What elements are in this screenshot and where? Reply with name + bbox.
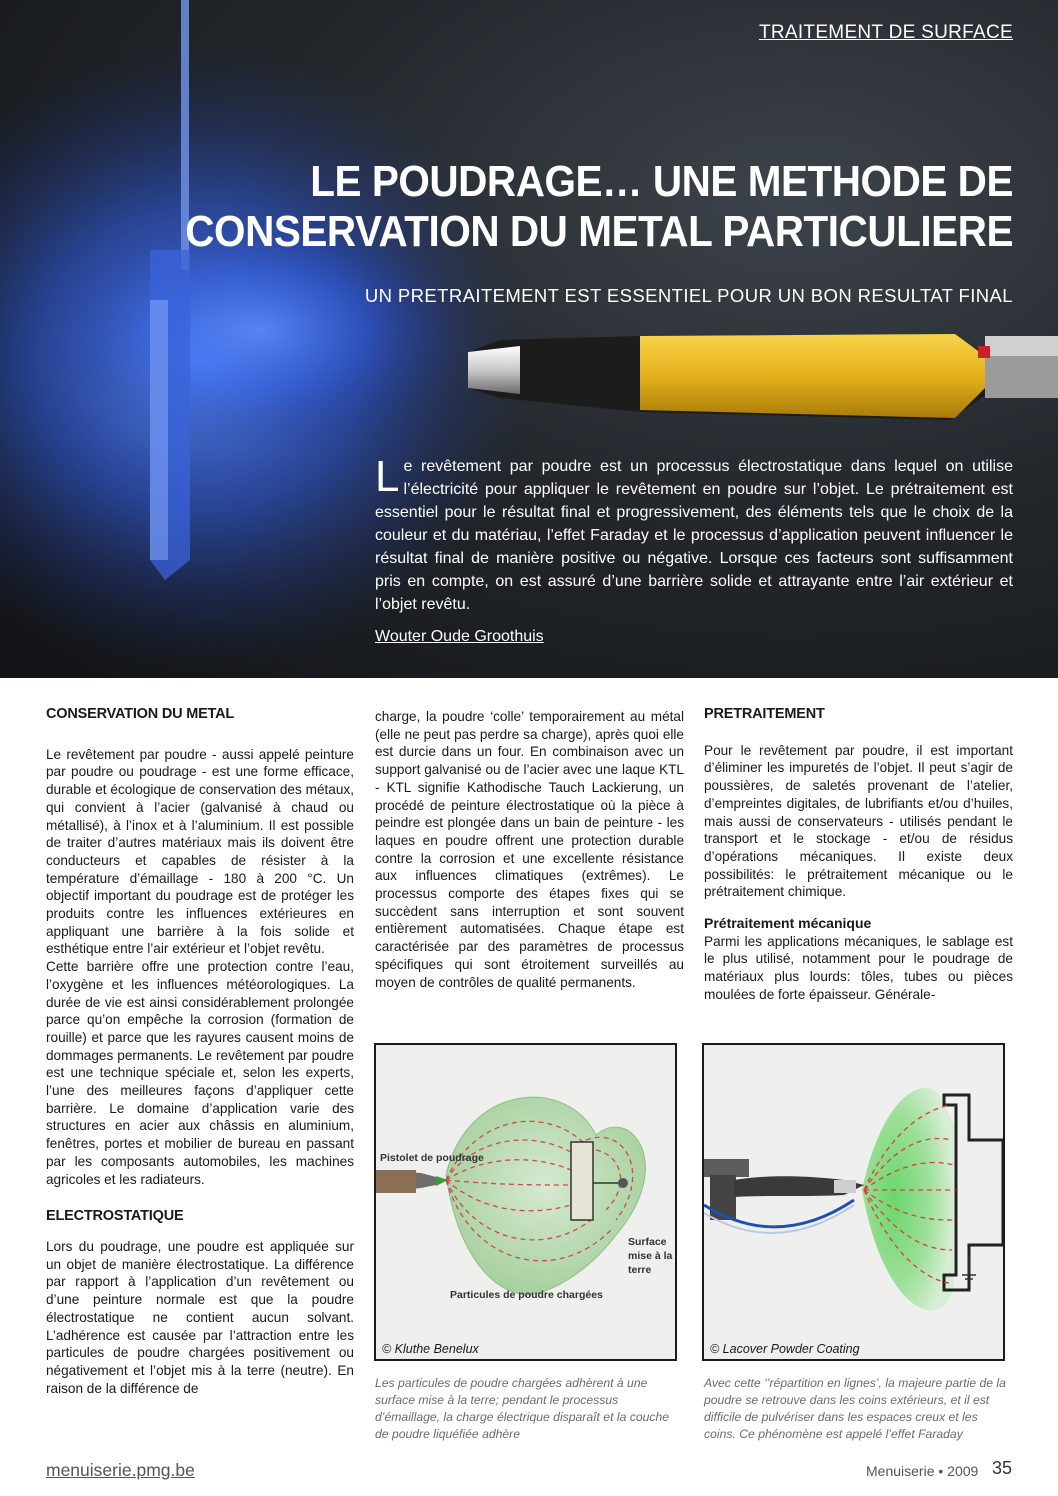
paragraph: Le revêtement par poudre - aussi appelé peinture par poudre ou poudrage - est une forme efficace, durable et écologique de conservation des métaux, qui convient à l’acier (galvanisé à chaud ou métallisé), à l’inox et à l’aluminium. Il est possible de traiter d’autres matériaux mais ils doivent être conducteurs et capables de résister à la température d’émaillage - 180 à 200 °C. Un objectif important du poudrage est de protéger les produits contre les influences extérieures en appliquant une barrière à la fois solide et esthétique entre l’air extérieur et l’objet revêtu.	[46, 746, 354, 957]
figure-caption: Les particules de poudre chargées adhèrent à une surface mise à la terre; pendant le processus d’émaillage, la charge électrique disparaît et la couche de poudre liquéfiée adhère	[375, 1376, 670, 1441]
page-number: 35	[992, 1458, 1013, 1478]
paragraph: Cette barrière offre une protection contre l’eau, l’oxygène et les influences météorologiques. La durée de vie est ainsi considérablement prolongée parce qu’on empêche la corrosion (formation de rouille) et parce que les rayures causent moins de dommages permanents. Le revêtement par poudre est une technique spéciale et, selon les experts, l’une des meilleures façons d’appliquer cette barrière. Le domaine d’application varie des structures en acier aux châssis en aluminium, fenêtres, portes et mobilier de bureau en passant par les composants automobiles, les machines agricoles et les radiateurs.	[46, 959, 354, 1187]
drop-cap: L	[375, 452, 400, 501]
electrostatic-illustration	[376, 1045, 675, 1359]
heading-pretraitement-mecanique: Prétraitement mécanique	[704, 915, 872, 932]
column-1	[46, 706, 354, 1397]
paragraph: Lors du poudrage, une poudre est appliquée sur un objet de manière électrostatique. La différence par rapport à l’application d’un revêtement ou d’une peinture normale est que la poudre électrostatique ne contient aucun solvant. L’adhérence est causée par l’attraction entre les particules de poudre chargées positivement ou négativement et l’objet mis à la terre (neutre). En raison de la différence de	[46, 1238, 354, 1396]
magazine-name: Menuiserie • 2009	[866, 1463, 979, 1479]
figure-faraday-diagram	[702, 1043, 1005, 1361]
heading-electrostatique: ELECTROSTATIQUE	[46, 1208, 184, 1225]
column-2	[375, 708, 684, 991]
article-subtitle: UN PRETRAITEMENT EST ESSENTIEL POUR UN BON RESULTAT FINAL	[364, 285, 1013, 306]
paragraph: charge, la poudre ‘colle’ temporairement au métal (elle ne peut pas perdre sa charge), après quoi elle est durcie dans un four. En combinaison avec un support galvanisé ou de l’acier avec une laque KTL - KTL signifie Kathodische Tauch Lackierung, un procédé de peinture électrostatique où la pièce à peindre est plongée dans un bain de peinture - les laques en poudre offrent une protection durable contre la corrosion et une excellente résistance aux influences climatiques (extrêmes). Le processus comporte des étapes fixes qui se succèdent sans interruption et sont souvent entièrement automatisées. Chaque étape est caractérisée par des paramètres de processus spécifiques qui sont étroitement surveillés au moyen de contrôles de qualité permanents.	[375, 709, 684, 990]
section-label: TRAITEMENT DE SURFACE	[758, 22, 1013, 43]
intro-paragraph	[375, 452, 1013, 616]
heading-conservation: CONSERVATION DU METAL	[46, 706, 235, 722]
title-line-2: CONSERVATION DU METAL PARTICULIERE	[185, 207, 1014, 256]
author-byline: Wouter Oude Groothuis	[375, 628, 544, 645]
figure-credit: © Lacover Powder Coating	[710, 1342, 860, 1356]
column-3	[704, 706, 1013, 1004]
figure-caption: Avec cette ‘’répartition en lignes’, la majeure partie de la poudre se retrouve dans les coins extérieurs, et il est difficile de pulvériser dans les espaces creux et les coins. Ce phénomène est appelé l’effet Faraday	[704, 1376, 1006, 1441]
figure-electrostatic-diagram	[374, 1043, 677, 1361]
heading-pretraitement: PRETRAITEMENT	[704, 706, 825, 722]
paragraph: Pour le revêtement par poudre, il est important d’éliminer les impuretés de l’objet. Il peut s’agir de poussières, de saletés provenant de l’atelier, d’empreintes digitales, de lubrifiants et/ou d’huiles, mais aussi de conservateurs - utilisés pendant le transport et le stockage - et/ou de résidus d’opérations mécaniques. Il existe deux possibilités: le prétraitement mécanique ou le prétraitement chimique.	[704, 742, 1013, 900]
label-pistolet: Pistolet de poudrage	[380, 1152, 484, 1164]
intro-text: e revêtement par poudre est un processus électrostatique dans lequel on utilise l’électricité pour appliquer le revêtement en poudre sur l’objet. Le prétraitement est essentiel pour le résultat final et progressivement, des éléments tels que le choix de la couleur et du matériau, l’effet Faraday et le processus d’application peuvent influencer le résultat final de manière positive ou négative. Lorsque ces facteurs sont suffisamment pris en compte, on est assuré d’une barrière solide et attrayante entre l’air extérieur et l’objet revêtu.	[375, 458, 1013, 613]
article-title	[167, 157, 1013, 257]
faraday-illustration	[704, 1045, 1003, 1359]
title-line-1: LE POUDRAGE… UNE METHODE DE	[310, 157, 1013, 206]
website-link[interactable]: menuiserie.pmg.be	[46, 1460, 195, 1480]
label-particules: Particules de poudre chargées	[450, 1289, 603, 1301]
paragraph: Parmi les applications mécaniques, le sablage est le plus utilisé, notamment pour le poudrage de matériaux plus lourds: tôles, tubes ou pièces moulées de forte épaisseur. Générale-	[704, 933, 1013, 1002]
hero-banner	[0, 0, 1058, 678]
figure-credit: © Kluthe Benelux	[382, 1342, 479, 1356]
label-surface: Surface mise à la terre	[628, 1236, 673, 1276]
